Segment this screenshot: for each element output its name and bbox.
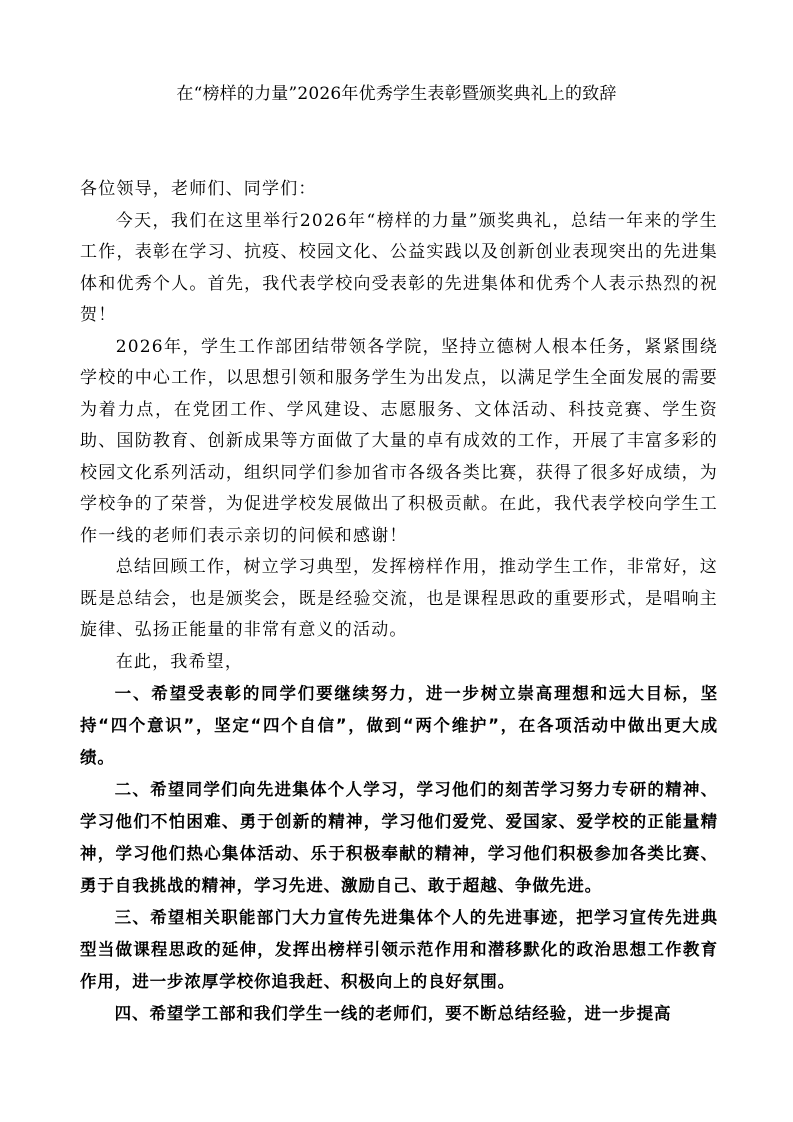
paragraph-review: 总结回顾工作，树立学习典型，发挥榜样作用，推动学生工作，非常好，这既是总结会，也是颁奖会，既是经验交流，也是课程思政的重要形式，是唱响主旋律、弘扬正能量的非常有意义的活动。 (80, 557, 718, 640)
hope-item-2: 二、希望同学们向先进集体个人学习，学习他们的刻苦学习努力专研的精神、学习他们不怕困难、勇于创新的精神，学习他们爱党、爱国家、爱学校的正能量精神，学习他们热心集体活动、乐于积极奉献的精神，学习他们积极参加各类比赛、勇于自我挑战的精神，学习先进、激励自己、敢于超越、争做先进。 (80, 780, 718, 895)
document-body (80, 174, 718, 1030)
paragraph-achievements: 2026年，学生工作部团结带领各学院，坚持立德树人根本任务，紧紧围绕学校的中心工作，以思想引领和服务学生为出发点，以满足学生全面发展的需要为着力点，在党团工作、学风建设、志愿服务、文体活动、科技竞赛、学生资助、国防教育、创新成果等方面做了大量的卓有成效的工作，开展了丰富多彩的校园文化系列活动，组织同学们参加省市各级各类比赛，获得了很多好成绩，为学校争的了荣誉，为促进学校发展做出了积极贡献。在此，我代表学校向学生工作一线的老师们表示亲切的问候和感谢！ (80, 336, 718, 546)
paragraph-hope-intro: 在此，我希望， (115, 651, 244, 672)
document-title: 在“榜样的力量”2026年优秀学生表彰暨颁奖典礼上的致辞 (176, 84, 617, 104)
paragraph-opening: 今天，我们在这里举行2026年“榜样的力量”颁奖典礼，总结一年来的学生工作，表彰在学习、抗疫、校园文化、公益实践以及创新创业表现突出的先进集体和优秀个人。首先，我代表学校向受表彰的先进集体和优秀个人表示热烈的祝贺！ (80, 210, 718, 325)
hope-item-1: 一、希望受表彰的同学们要继续努力，进一步树立崇高理想和远大目标，坚持“四个意识”，坚定“四个自信”，做到“两个维护”，在各项活动中做出更大成绩。 (80, 684, 718, 767)
hope-item-4: 四、希望学工部和我们学生一线的老师们，要不断总结经验，进一步提高 (114, 1004, 672, 1023)
hope-item-3: 三、希望相关职能部门大力宣传先进集体个人的先进事迹，把学习宣传先进典型当做课程思政的延伸，发挥出榜样引领示范作用和潜移默化的政治思想工作教育作用，进一步浓厚学校你追我赶、积极向上的良好氛围。 (80, 908, 718, 991)
salutation: 各位领导，老师们、同学们： (80, 179, 317, 199)
